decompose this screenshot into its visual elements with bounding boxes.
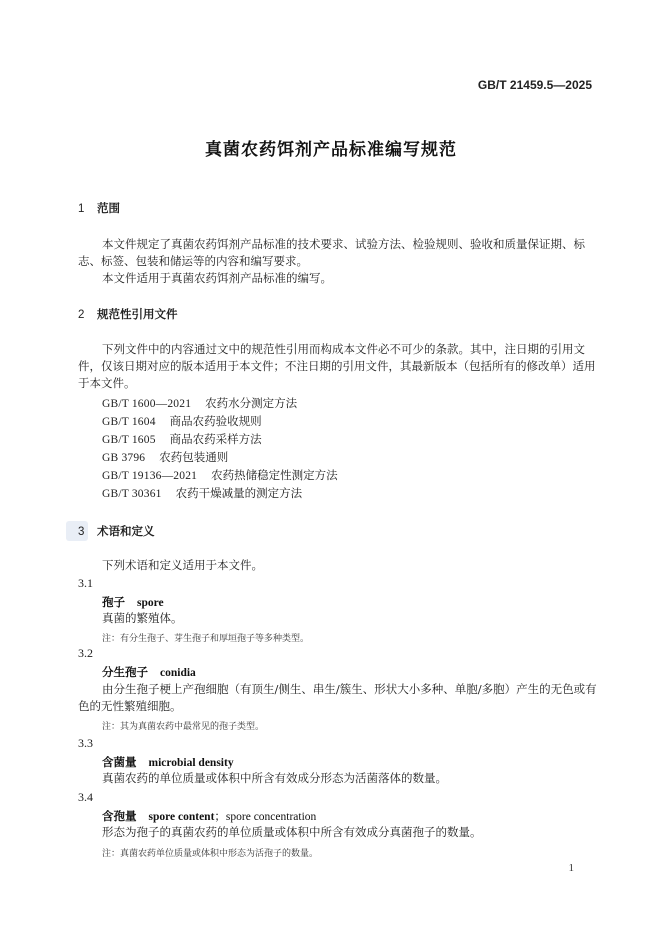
term-number: 3.4 (78, 790, 93, 804)
reference-name: 农药水分测定方法 (205, 396, 298, 410)
reference-name: 农药热储稳定性测定方法 (211, 468, 338, 482)
page-number: 1 (568, 862, 574, 874)
term-number: 3.1 (78, 576, 93, 590)
term-heading (102, 664, 196, 680)
reference-name: 农药包装通则 (159, 450, 229, 464)
reference-code: GB/T 19136—2021 (102, 470, 198, 482)
reference-code: GB/T 1600—2021 (102, 398, 192, 410)
section-title: 规范性引用文件 (97, 309, 178, 321)
reference-name: 商品农药采样方法 (169, 432, 262, 446)
term-note: 注：其为真菌农药中最常见的孢子类型。 (102, 722, 265, 732)
term-definition: 由分生孢子梗上产孢细胞（有顶生/侧生、串生/簇生、形状大小多种、单胞/多胞）产生的无色或有色的无性繁殖细胞。 (78, 682, 597, 713)
term-definition: 真菌的繁殖体。 (102, 611, 183, 625)
term-definition: 形态为孢子的真菌农药的单位质量或体积中所含有效成分真菌孢子的数量。 (102, 825, 482, 839)
reference-code: GB/T 30361 (102, 488, 162, 500)
term-number: 3.3 (78, 736, 93, 750)
reference-item (102, 485, 302, 501)
section-title: 术语和定义 (97, 526, 155, 538)
scope-paragraph-2: 本文件适用于真菌农药饵剂产品标准的编写。 (102, 271, 332, 285)
section-title: 范围 (97, 203, 120, 215)
reference-item (102, 431, 262, 447)
reference-name: 农药干燥减量的测定方法 (175, 486, 303, 500)
term-zh: 含孢量 (102, 809, 137, 823)
reference-item (102, 413, 262, 429)
reference-item (102, 467, 338, 483)
section-heading-scope (78, 200, 120, 216)
term-en-alternative: ；spore concentration (214, 811, 317, 823)
section-number: 2 (78, 309, 85, 321)
terms-intro-paragraph: 下列术语和定义适用于本文件。 (102, 558, 263, 572)
term-zh: 孢子 (102, 595, 125, 609)
reference-name: 商品农药验收规则 (169, 414, 262, 428)
reference-code: GB 3796 (102, 452, 146, 464)
section-heading-normative-references (78, 306, 178, 322)
term-definition: 真菌农药的单位质量或体积中所含有效成分形态为活菌落体的数量。 (102, 771, 447, 785)
term-en: spore content (148, 811, 215, 823)
term-heading (102, 594, 164, 610)
reference-item (102, 449, 228, 465)
reference-code: GB/T 1604 (102, 416, 156, 428)
normative-intro-paragraph: 下列文件中的内容通过文中的规范性引用而构成本文件必不可少的条款。其中，注日期的引用文件，仅该日期对应的版本适用于本文件；不注日期的引用文件，其最新版本（包括所有的修改单）适用于本文件。 (78, 342, 596, 390)
document-title: 真菌农药饵剂产品标准编写规范 (205, 140, 457, 159)
term-en: conidia (160, 667, 196, 679)
term-zh: 分生孢子 (102, 665, 148, 679)
scope-paragraph-1: 本文件规定了真菌农药饵剂产品标准的技术要求、试验方法、检验规则、验收和质量保证期、标志、标签、包装和储运等的内容和编写要求。 (78, 237, 585, 268)
section-number: 3 (78, 526, 85, 538)
section-heading-terms (78, 523, 155, 539)
term-heading (102, 808, 316, 824)
term-note: 注：有分生孢子、芽生孢子和厚垣孢子等多种类型。 (102, 634, 310, 644)
term-number: 3.2 (78, 646, 93, 660)
term-heading (102, 754, 234, 770)
term-en: microbial density (148, 757, 234, 769)
term-note: 注：真菌农药单位质量或体积中形态为活孢子的数量。 (102, 849, 319, 859)
reference-code: GB/T 1605 (102, 434, 156, 446)
reference-item (102, 395, 297, 411)
section-number: 1 (78, 203, 85, 215)
standard-code: GB/T 21459.5—2025 (477, 78, 592, 92)
term-zh: 含菌量 (102, 755, 137, 769)
term-en: spore (137, 597, 164, 609)
